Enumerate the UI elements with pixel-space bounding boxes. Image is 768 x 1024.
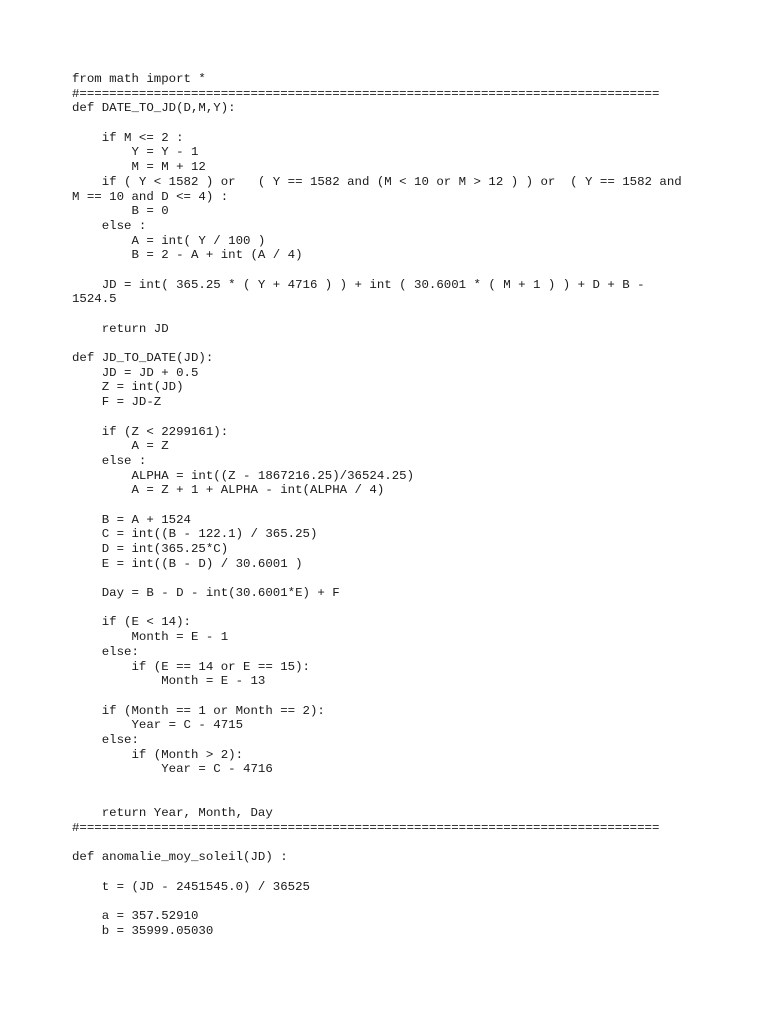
code-line: from math import *: [72, 72, 206, 86]
code-line: #==============================================================================: [72, 86, 660, 101]
code-line: M == 10 and D <= 4) :: [72, 189, 229, 204]
code-line: M = M + 12: [72, 160, 206, 175]
code-line: D = int(365.25*C): [72, 542, 229, 556]
code-line: A = int( Y / 100 ): [72, 233, 266, 248]
code-line: [72, 792, 702, 807]
code-line: if (E == 14 or E == 15):: [72, 659, 310, 674]
code-line: if M <= 2 :: [72, 130, 184, 145]
code-line: Year = C - 4716: [72, 762, 273, 777]
code-line: a = 357.52910: [72, 909, 199, 924]
code-line: [72, 116, 702, 131]
code-line: Year = C - 4715: [72, 718, 244, 733]
code-line: B = A + 1524: [72, 512, 191, 527]
code-line: if (E < 14):: [72, 615, 191, 630]
code-line: b = 35999.05030: [72, 923, 214, 938]
code-line: [72, 836, 702, 851]
code-line: Month = E - 13: [72, 674, 266, 689]
code-line: if (Month == 1 or Month == 2):: [72, 703, 325, 718]
code-line: A = Z + 1 + ALPHA - int(ALPHA / 4): [72, 483, 385, 498]
code-line: else :: [72, 453, 147, 468]
code-line: return Year, Month, Day: [72, 806, 273, 821]
code-line: #==============================================================================: [72, 821, 660, 836]
code-line: [72, 263, 702, 278]
code-line: def anomalie_moy_soleil(JD) :: [72, 850, 288, 865]
code-line: if ( Y < 1582 ) or ( Y == 1582 and (M < 10 or M > 12 ) ) or ( Y == 1582 and: [72, 174, 682, 189]
code-line: JD = int( 365.25 * ( Y + 4716 ) ) + int ( 30.6001 * ( M + 1 ) ) + D + B -: [72, 277, 645, 292]
code-listing: [72, 72, 702, 939]
code-line: Y = Y - 1: [72, 145, 199, 160]
code-line: [72, 865, 702, 880]
code-line: [72, 336, 702, 351]
code-line: JD = JD + 0.5: [72, 365, 199, 380]
code-line: [72, 777, 702, 792]
code-line: Month = E - 1: [72, 630, 229, 645]
code-line: if (Month > 2):: [72, 747, 244, 762]
code-line: [72, 601, 702, 616]
code-line: 1524.5: [72, 292, 117, 307]
code-line: B = 0: [72, 204, 169, 219]
code-line: [72, 689, 702, 704]
code-line: [72, 498, 702, 513]
code-line: Day = B - D - int(30.6001*E) + F: [72, 586, 340, 601]
code-line: [72, 895, 702, 910]
code-line: return JD: [72, 321, 169, 336]
code-line: B = 2 - A + int (A / 4): [72, 248, 303, 263]
code-line: def DATE_TO_JD(D,M,Y):: [72, 101, 236, 116]
code-line: [72, 410, 702, 425]
code-line: A = Z: [72, 439, 169, 454]
code-line: [72, 571, 702, 586]
code-line: def JD_TO_DATE(JD):: [72, 351, 214, 366]
code-line: else:: [72, 644, 139, 659]
code-line: F = JD-Z: [72, 395, 162, 410]
code-line: else:: [72, 732, 139, 747]
code-line: C = int((B - 122.1) / 365.25): [72, 527, 318, 542]
code-line: else :: [72, 218, 147, 233]
code-line: t = (JD - 2451545.0) / 36525: [72, 879, 310, 894]
code-line: if (Z < 2299161):: [72, 424, 229, 439]
code-line: E = int((B - D) / 30.6001 ): [72, 556, 303, 571]
code-line: [72, 307, 702, 322]
code-line: Z = int(JD): [72, 380, 184, 395]
code-line: ALPHA = int((Z - 1867216.25)/36524.25): [72, 468, 415, 483]
